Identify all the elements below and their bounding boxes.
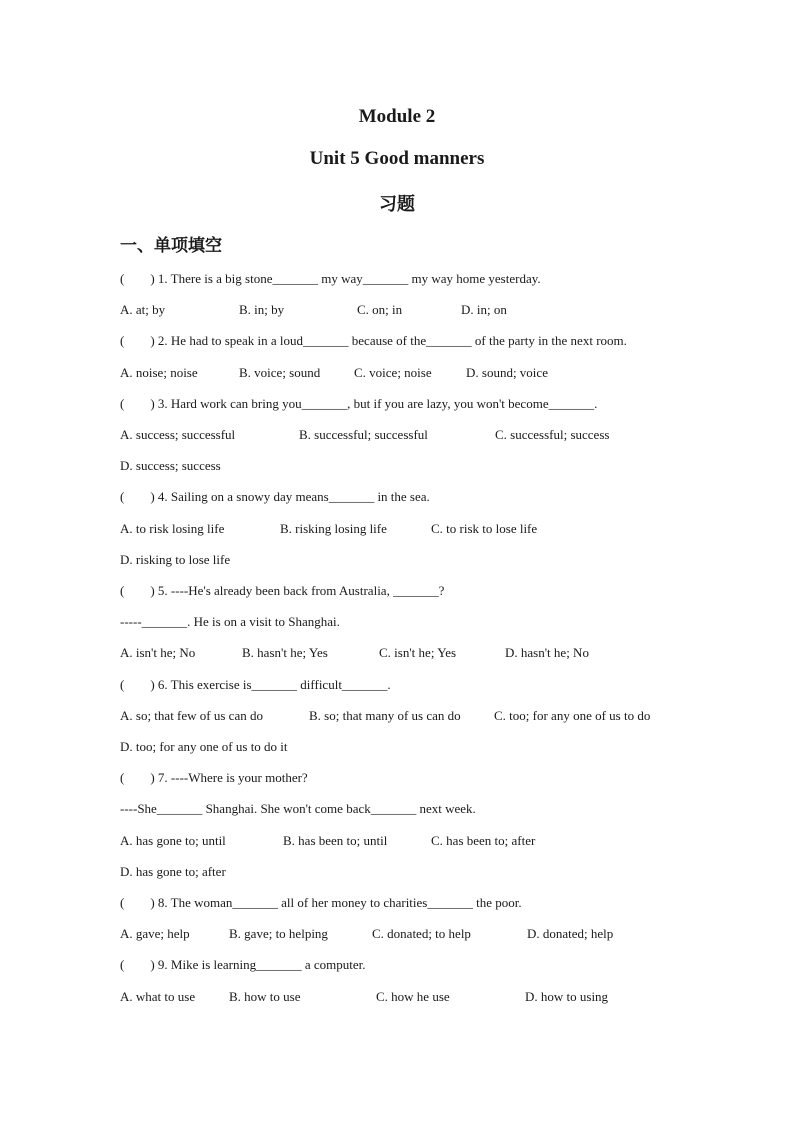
question-6-stem: ( ) 6. This exercise is_______ difficult_______. — [120, 677, 391, 692]
question-1-stem: ( ) 1. There is a big stone_______ my way_______ my way home yesterday. — [120, 271, 541, 286]
question-5-option-b: B. hasn't he; Yes — [242, 645, 328, 660]
question-5-stem: ( ) 5. ----He's already been back from Australia, _______? — [120, 583, 445, 598]
question-3-option-d: D. success; success — [120, 458, 221, 473]
question-5-option-c: C. isn't he; Yes — [379, 645, 457, 660]
unit-title: Unit 5 Good manners — [309, 148, 485, 169]
question-7-option-b: B. has been to; until — [283, 833, 388, 848]
section-heading: 一、单项填空 — [120, 236, 222, 256]
question-3-option-c: C. successful; success — [495, 427, 610, 442]
question-2-option-d: D. sound; voice — [466, 365, 548, 380]
question-2-option-a: A. noise; noise — [120, 365, 198, 380]
question-1-option-d: D. in; on — [461, 302, 507, 317]
question-9-stem: ( ) 9. Mike is learning_______ a computer. — [120, 957, 366, 972]
question-9-option-d: D. how to using — [525, 989, 609, 1004]
question-7-option-a: A. has gone to; until — [120, 833, 226, 848]
question-4-stem: ( ) 4. Sailing on a snowy day means_______ in the sea. — [120, 489, 430, 504]
question-5-option-a: A. isn't he; No — [120, 645, 196, 660]
question-3-option-a: A. success; successful — [120, 427, 236, 442]
question-8-option-d: D. donated; help — [527, 926, 614, 941]
question-5-option-d: D. hasn't he; No — [505, 645, 589, 660]
question-1-option-c: C. on; in — [357, 302, 403, 317]
question-4-option-d: D. risking to lose life — [120, 552, 231, 567]
question-8-option-b: B. gave; to helping — [229, 926, 328, 941]
question-3-option-b: B. successful; successful — [299, 427, 428, 442]
question-9-option-a: A. what to use — [120, 989, 196, 1004]
question-7-response: ----She_______ Shanghai. She won't come back_______ next week. — [120, 801, 476, 816]
question-7-stem: ( ) 7. ----Where is your mother? — [120, 770, 308, 785]
question-8-option-a: A. gave; help — [120, 926, 190, 941]
exercise-heading: 习题 — [379, 194, 415, 215]
question-2-stem: ( ) 2. He had to speak in a loud_______ because of the_______ of the party in the next room. — [120, 333, 627, 348]
question-6-option-b: B. so; that many of us can do — [309, 708, 461, 723]
question-2-option-b: B. voice; sound — [239, 365, 321, 380]
module-title: Module 2 — [358, 106, 436, 127]
question-6-option-d: D. too; for any one of us to do it — [120, 739, 288, 754]
question-9-option-b: B. how to use — [229, 989, 301, 1004]
question-5-response: -----_______. He is on a visit to Shanghai. — [120, 614, 340, 629]
question-4-option-b: B. risking losing life — [280, 521, 387, 536]
question-2-option-c: C. voice; noise — [354, 365, 432, 380]
question-9-option-c: C. how he use — [376, 989, 450, 1004]
question-3-stem: ( ) 3. Hard work can bring you_______, but if you are lazy, you won't become_______. — [120, 396, 598, 411]
question-8-stem: ( ) 8. The woman_______ all of her money to charities_______ the poor. — [120, 895, 522, 910]
question-8-option-c: C. donated; to help — [372, 926, 471, 941]
question-6-option-c: C. too; for any one of us to do — [494, 708, 651, 723]
question-4-option-a: A. to risk losing life — [120, 521, 225, 536]
question-7-option-d: D. has gone to; after — [120, 864, 226, 879]
question-7-option-c: C. has been to; after — [431, 833, 536, 848]
question-1-option-b: B. in; by — [239, 302, 285, 317]
question-4-option-c: C. to risk to lose life — [431, 521, 538, 536]
question-1-option-a: A. at; by — [120, 302, 166, 317]
question-6-option-a: A. so; that few of us can do — [120, 708, 263, 723]
